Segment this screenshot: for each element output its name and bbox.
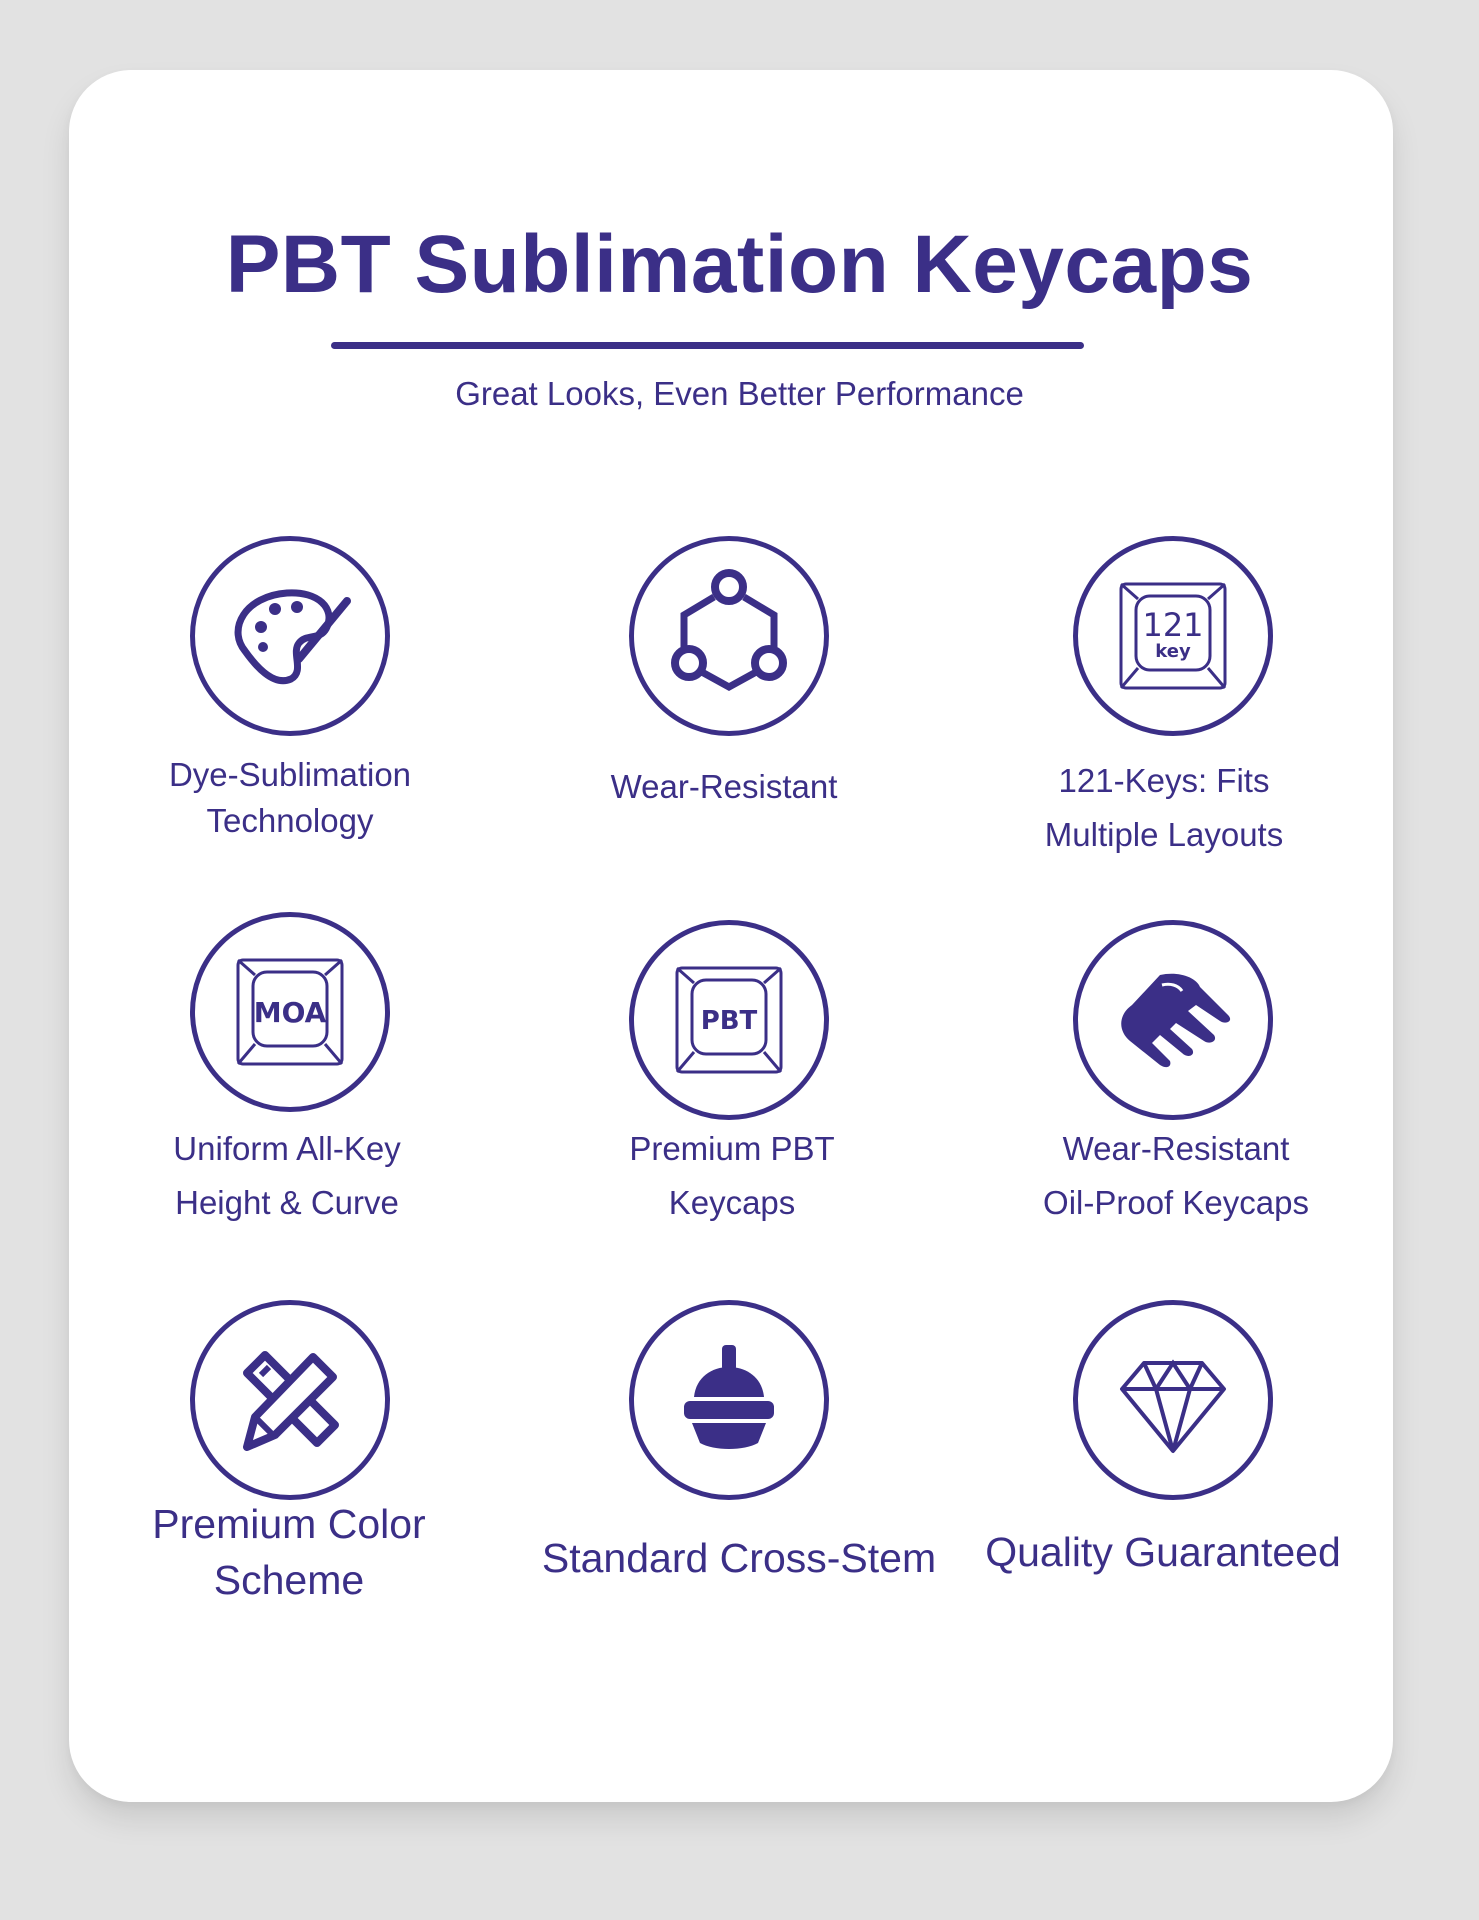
keycap-121-icon <box>1073 536 1273 736</box>
feature-label: Quality Guaranteed <box>985 1529 1341 1575</box>
feature-label: Premium PBT Keycaps <box>629 1130 835 1221</box>
page-subtitle: Great Looks, Even Better Performance <box>455 375 1024 412</box>
hand-icon <box>1073 920 1273 1120</box>
svg-text:PBT: PBT <box>700 1006 758 1036</box>
title-divider <box>331 342 1084 349</box>
svg-text:121: 121 <box>1142 606 1204 644</box>
palette-icon <box>190 536 390 736</box>
feature-label: Standard Cross-Stem <box>541 1535 937 1581</box>
network-nodes-icon <box>629 536 829 736</box>
feature-label: Wear-Resistant Oil-Proof Keycaps <box>1043 1130 1309 1221</box>
feature-label: 121-Keys: Fits Multiple Layouts <box>1044 762 1284 853</box>
diamond-icon <box>1073 1300 1273 1500</box>
keycap-pbt-icon <box>629 920 829 1120</box>
feature-label: Dye-Sublimation Technology <box>168 756 412 840</box>
feature-label: Wear-Resistant <box>610 768 838 805</box>
pencil-ruler-icon <box>190 1300 390 1500</box>
feature-label: Uniform All-Key Height & Curve <box>173 1130 401 1221</box>
cross-stem-icon <box>629 1300 829 1500</box>
svg-text:MOA: MOA <box>253 996 327 1029</box>
page-title: PBT Sublimation Keycaps <box>225 219 1254 310</box>
svg-text:key: key <box>1155 641 1191 662</box>
feature-label: Premium Color Scheme <box>152 1501 426 1603</box>
keycap-moa-icon <box>190 912 390 1112</box>
